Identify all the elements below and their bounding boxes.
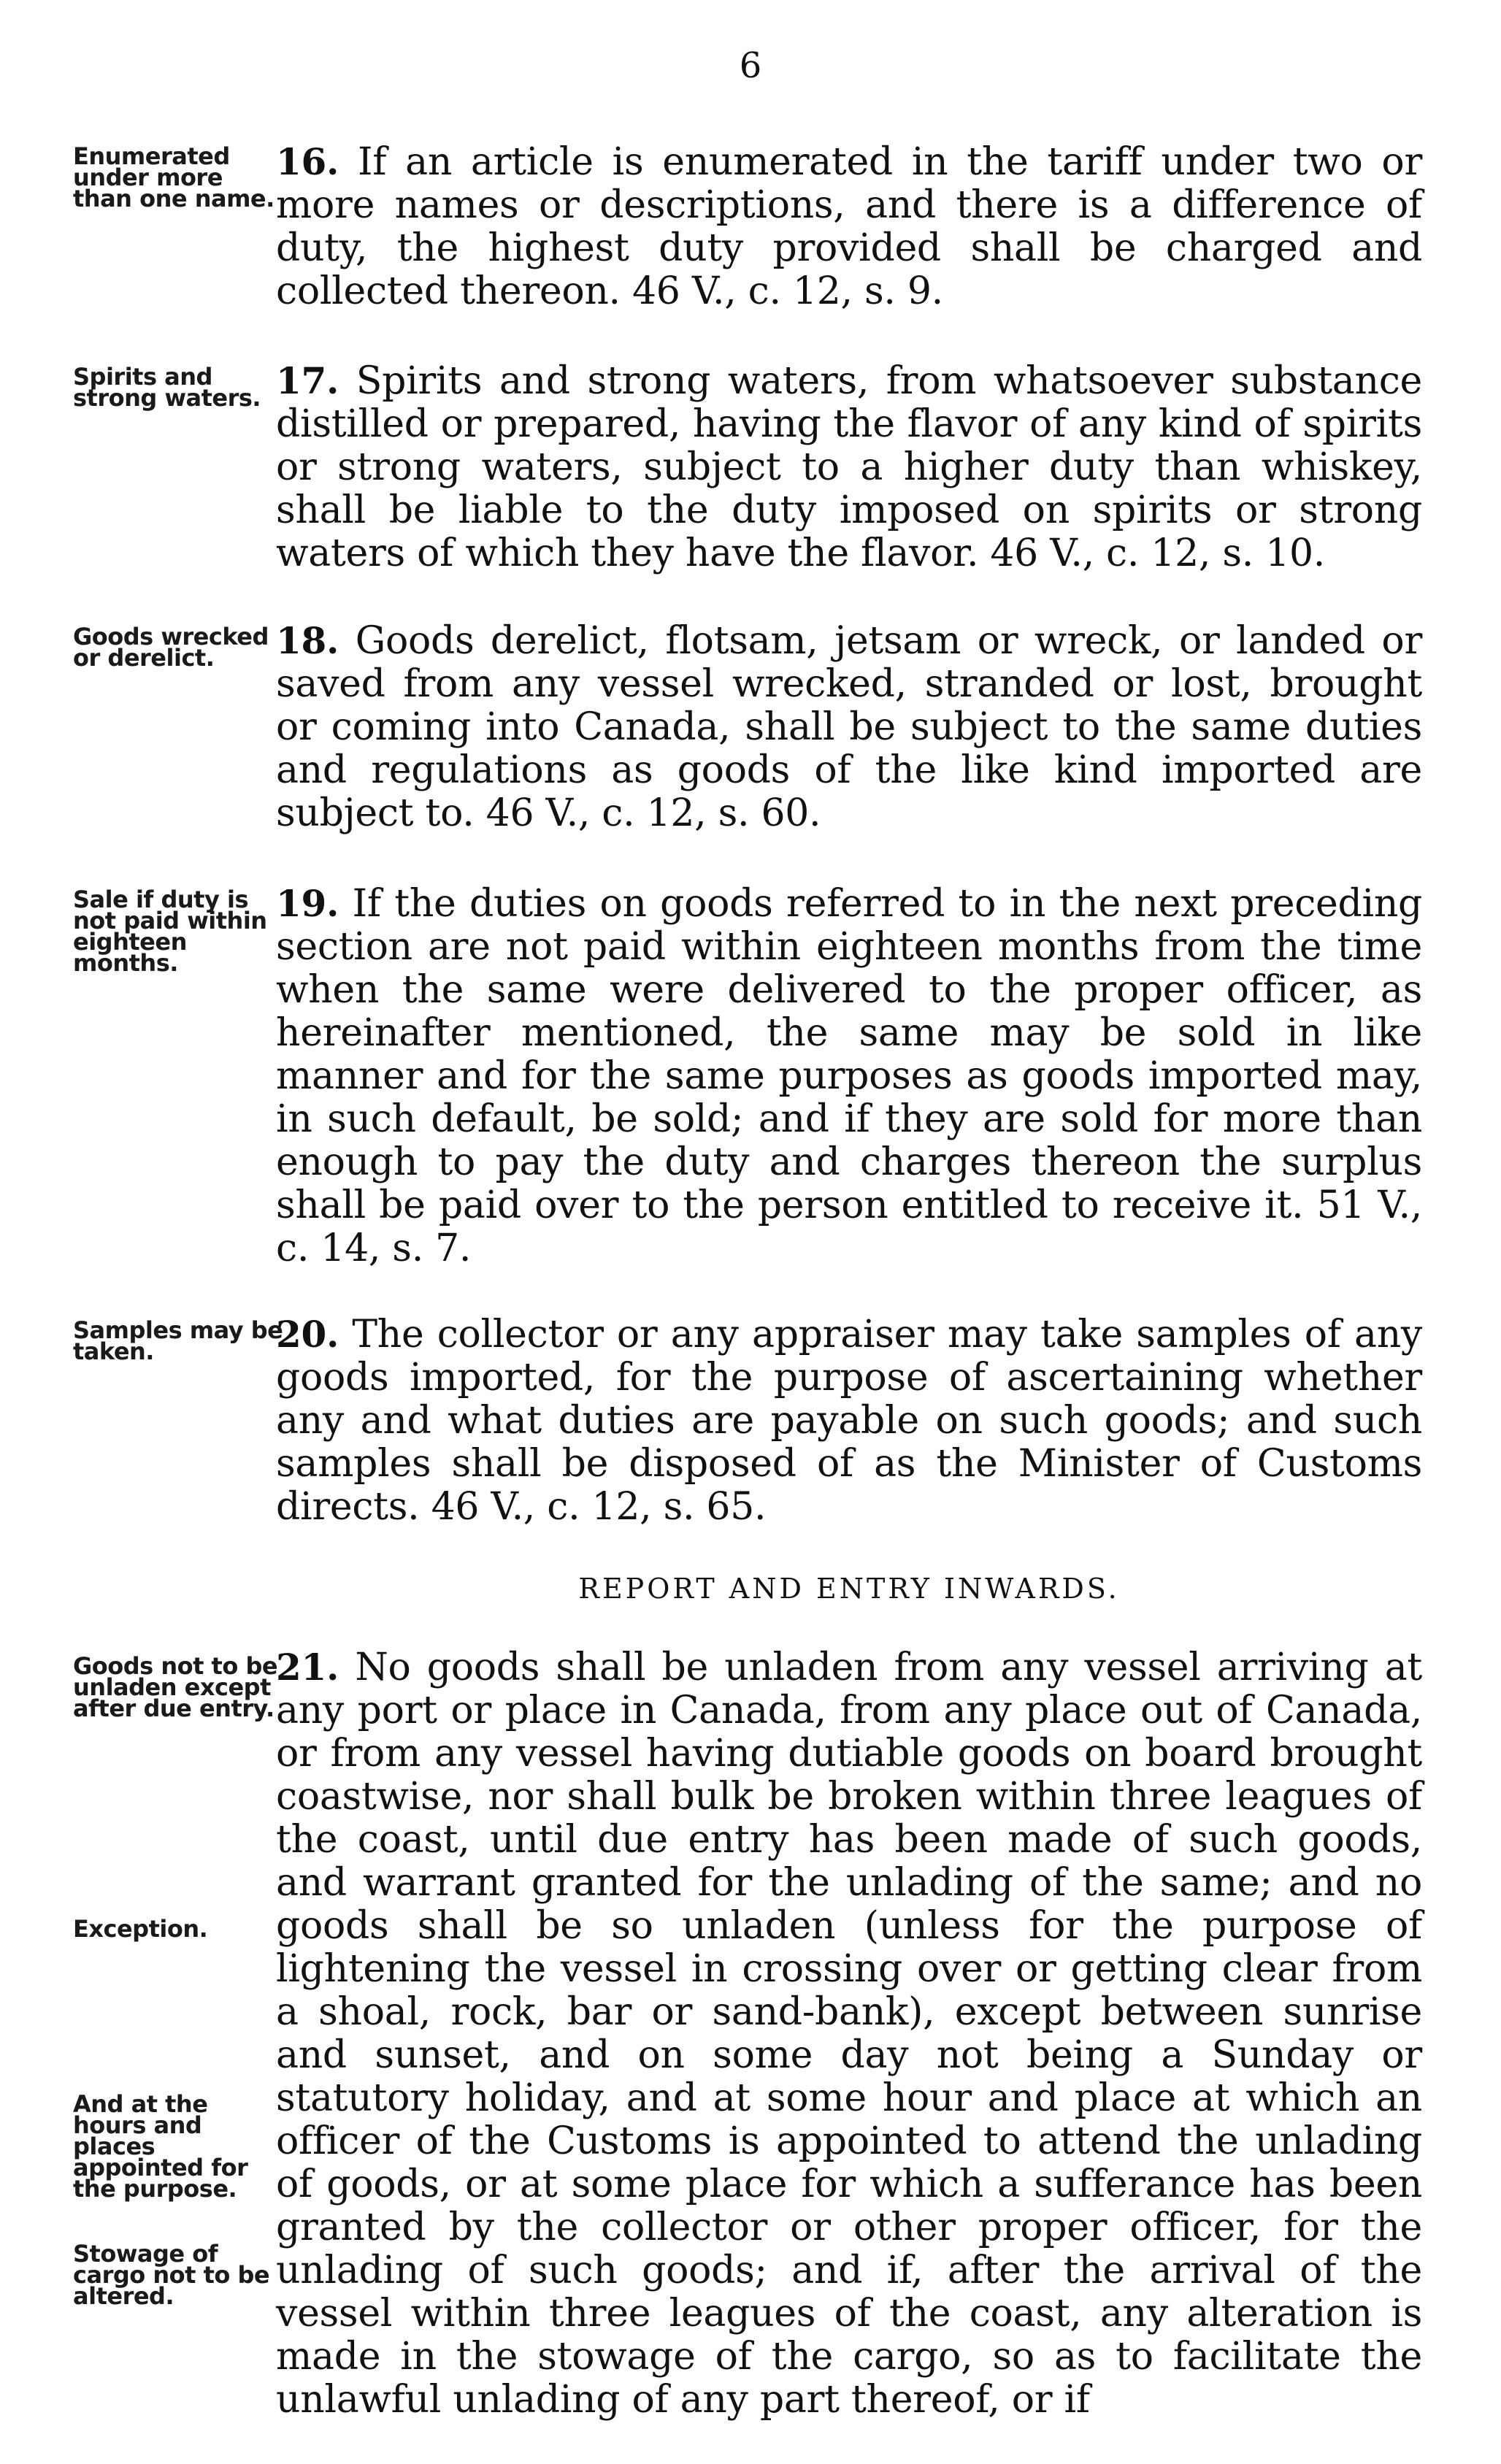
section-16 bbox=[276, 140, 1422, 313]
margin-note-hours-places: And at the hours and places appointed for the purpose. bbox=[73, 2090, 248, 2203]
section-number: 20. bbox=[276, 1313, 339, 1356]
section-19 bbox=[276, 882, 1422, 1270]
margin-note-sale-if-duty: Sale if duty is not paid within eighteen months. bbox=[73, 886, 267, 977]
section-text: Goods derelict, flotsam, jetsam or wreck, or landed or saved from any vessel wrecked, stranded or lost, brought or coming into Canada, shall be subject to the same duties and regulations as goods of the like kind imported are subject to. 46 V., c. 12, s. 60. bbox=[276, 619, 1422, 835]
section-18 bbox=[276, 619, 1422, 835]
margin-note-goods-not-unladen: Goods not to be unladen except after due entry. bbox=[73, 1652, 278, 1722]
section-text: No goods shall be unladen from any vessel arriving at any port or place in Canada, from any place out of Canada, or from any vessel having dutiable goods on board brought coastwise, nor shall bulk be broken within three leagues of the coast, until due entry has been made of such goods, and warrant granted for the unlading of the same; and no goods shall be so unladen (unless for the purpose of lightening the vessel in crossing over or getting clear from a shoal, rock, bar or sand-bank), except between sunrise and sunset, and on some day not being a Sunday or statutory holiday, and at some hour and place at which an officer of the Customs is appointed to attend the unlading of goods, or at some place for which a sufferance has been granted by the collector or other proper officer, for the unlading of such goods; and if, after the arrival of the vessel within three leagues of the coast, any alteration is made in the stowage of the cargo, so as to facilitate the unlawful unlading of any part thereof, or if bbox=[276, 1646, 1422, 2422]
section-text: If an article is enumerated in the tariff under two or more names or descriptions, and there is a difference of duty, the highest duty provided shall be charged and collected thereon. 46 V., c. 12, s. 9. bbox=[276, 140, 1422, 313]
margin-note-goods-wrecked: Goods wrecked or derelict. bbox=[73, 623, 269, 672]
section-text: The collector or any appraiser may take samples of any goods imported, for the purpose of ascertaining whether any and what duties are payable on such goods; and such samples shall be disposed of as the Minister of Customs directs. 46 V., c. 12, s. 65. bbox=[276, 1313, 1422, 1529]
section-number: 19. bbox=[276, 882, 339, 925]
section-21 bbox=[276, 1646, 1422, 2422]
margin-note-stowage: Stowage of cargo not to be altered. bbox=[73, 2240, 270, 2310]
section-heading: REPORT AND ENTRY INWARDS. bbox=[578, 1573, 1120, 1605]
margin-note-exception: Exception. bbox=[73, 1915, 208, 1943]
section-number: 18. bbox=[276, 619, 339, 662]
page-number: 6 bbox=[739, 45, 762, 86]
margin-note-spirits: Spirits and strong waters. bbox=[73, 363, 261, 412]
section-20 bbox=[276, 1313, 1422, 1529]
section-text: Spirits and strong waters, from whatsoever substance distilled or prepared, having the flavor of any kind of spirits or strong waters, subject to a higher duty than whiskey, shall be liable to the duty imposed on spirits or strong waters of which they have the flavor. 46 V., c. 12, s. 10. bbox=[276, 359, 1422, 575]
margin-note-samples: Samples may be taken. bbox=[73, 1316, 283, 1365]
margin-note-enumerated: Enumerated under more than one name. bbox=[73, 142, 275, 212]
section-number: 16. bbox=[276, 140, 339, 183]
section-text: If the duties on goods referred to in the next preceding section are not paid within eighteen months from the time when the same were delivered to the proper officer, as hereinafter mentioned, the same may be sold in like manner and for the same purposes as goods imported may, in such default, be sold; and if they are sold for more than enough to pay the duty and charges thereon the surplus shall be paid over to the person entitled to receive it. 51 V., c. 14, s. 7. bbox=[276, 882, 1423, 1270]
section-number: 17. bbox=[276, 359, 339, 402]
section-17 bbox=[276, 359, 1422, 575]
section-number: 21. bbox=[276, 1646, 339, 1689]
